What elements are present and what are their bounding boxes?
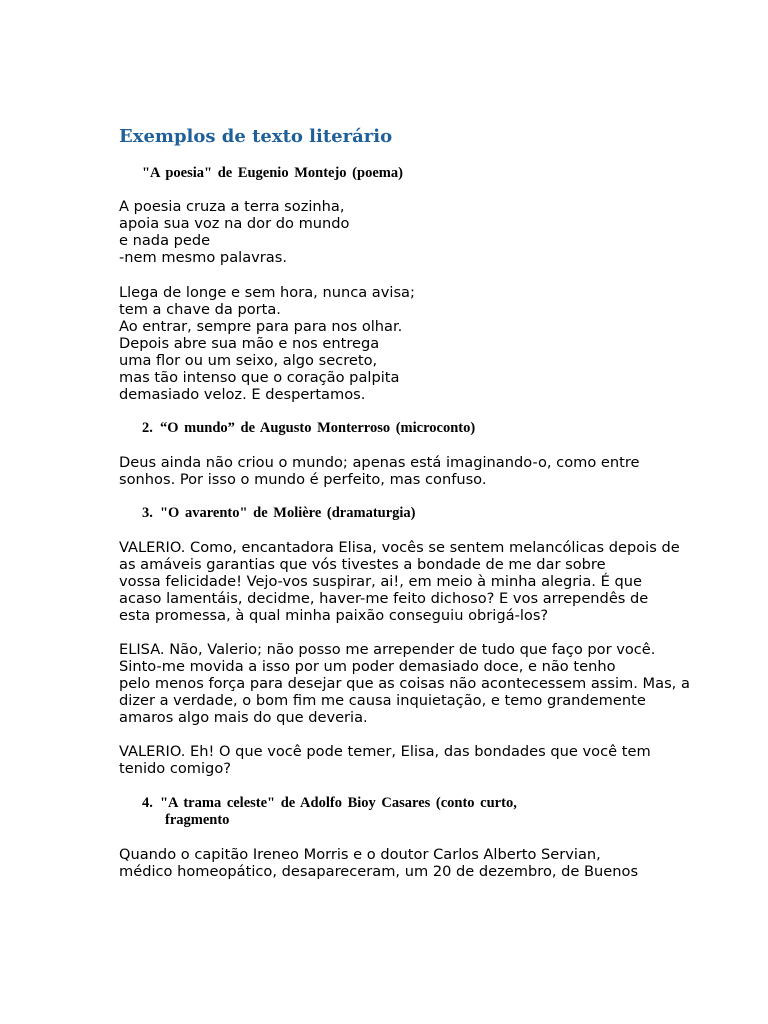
section-heading-4 xyxy=(142,795,517,812)
section-heading-text: "O avarento" de Molière (dramaturgia) xyxy=(160,505,416,521)
dialogue-valerio-1: VALERIO. Como, encantadora Elisa, vocês se sentem melancólicas depois de as amáveis garantias que vós tivestes a bondade de me dar sobre vossa felicidade! Vejo-vos suspirar, ai!, em meio à minha alegria. É que acaso lamentáis, decidme, haver-me feito dichoso? E vos arrependês de esta promessa, à qual minha paixão conseguiu obrigá-los? xyxy=(119,539,680,624)
poem-stanza-2: Llega de longe e sem hora, nunca avisa; tem a chave da porta. Ao entrar, sempre para para nos olhar. Depois abre sua mão e nos entrega uma flor ou um seixo, algo secreto, mas tão intenso que o coração palpita demasiado veloz. E despertamos. xyxy=(119,284,415,403)
section-number: 2. xyxy=(142,420,153,436)
dialogue-valerio-2: VALERIO. Eh! O que você pode temer, Elisa, das bondades que você tem tenido comigo? xyxy=(119,743,651,777)
poem-stanza-1: A poesia cruza a terra sozinha, apoia sua voz na dor do mundo e nada pede -nem mesmo palavras. xyxy=(119,198,350,266)
section-heading-2 xyxy=(142,420,475,437)
section-number: 4. xyxy=(142,795,153,811)
microconto-text: Deus ainda não criou o mundo; apenas está imaginando-o, como entre sonhos. Por isso o mundo é perfeito, mas confuso. xyxy=(119,454,640,488)
section-number: 3. xyxy=(142,505,153,521)
story-fragment-text: Quando o capitão Ireneo Morris e o doutor Carlos Alberto Servian, médico homeopático, desapareceram, um 20 de dezembro, de Buenos xyxy=(119,846,639,880)
section-heading-3 xyxy=(142,505,416,522)
dialogue-elisa: ELISA. Não, Valerio; não posso me arrepender de tudo que faço por você. Sinto-me movida a isso por um poder demasiado doce, e não tenho pelo menos força para desejar que as coisas não acontecessem assim. Mas, a dizer a verdade, o bom fim me causa inquietação, e temo grandemente amaros algo mais do que deveria. xyxy=(119,641,690,726)
section-heading-1: "A poesia" de Eugenio Montejo (poema) xyxy=(142,165,403,181)
section-heading-text: "A trama celeste" de Adolfo Bioy Casares (conto curto, xyxy=(160,795,517,811)
page-title: Exemplos de texto literário xyxy=(119,126,393,147)
section-heading-4-continued: fragmento xyxy=(165,812,230,828)
section-heading-text: “O mundo” de Augusto Monterroso (microconto) xyxy=(160,420,476,436)
